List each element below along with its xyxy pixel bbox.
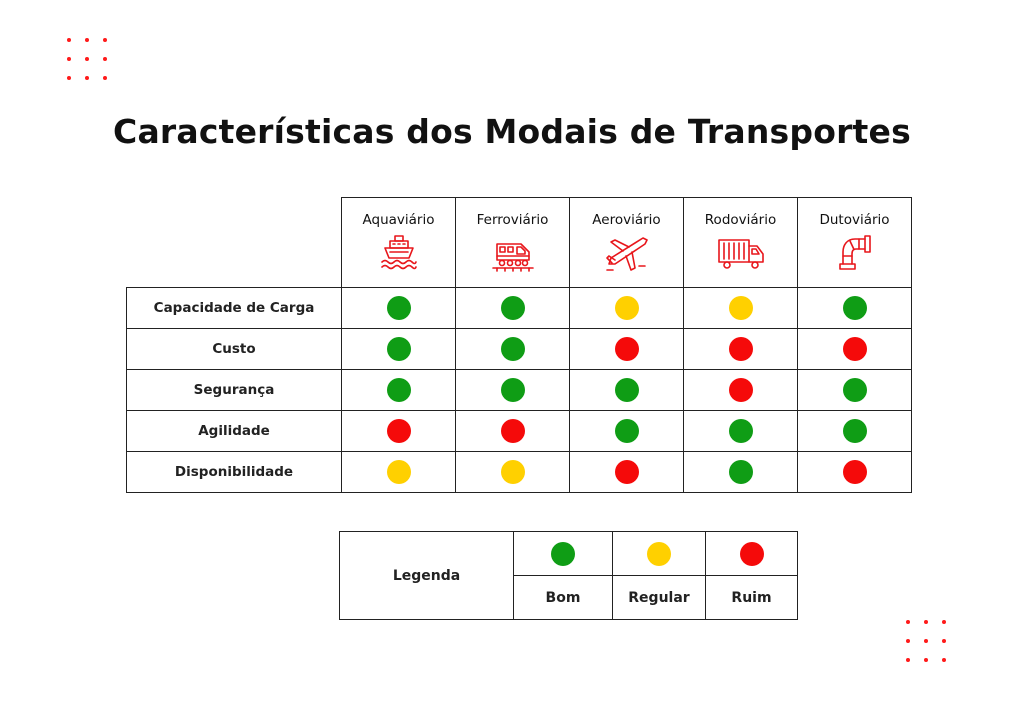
rating-dot [729, 337, 753, 361]
rating-cell [798, 329, 912, 370]
legend-label-bom: Bom [514, 576, 613, 620]
rating-cell [798, 288, 912, 329]
rating-cell [456, 329, 570, 370]
rating-cell [798, 370, 912, 411]
rating-cell [798, 452, 912, 493]
table-row [127, 452, 912, 493]
table-row [127, 370, 912, 411]
legend-dot-cell [613, 532, 706, 576]
header-mode-aeroviario [570, 198, 684, 288]
rating-cell [456, 288, 570, 329]
legend-label-regular: Regular [613, 576, 706, 620]
train-icon [491, 234, 535, 274]
rating-dot [501, 296, 525, 320]
mode-label: Aquaviário [362, 212, 435, 228]
table-row [127, 288, 912, 329]
rating-cell [342, 288, 456, 329]
header-mode-ferroviario [456, 198, 570, 288]
legend-table [339, 531, 798, 620]
rating-dot [501, 378, 525, 402]
legend-dot-cell [514, 532, 613, 576]
ship-icon [379, 234, 419, 274]
rating-dot [615, 296, 639, 320]
rating-cell [342, 452, 456, 493]
rating-cell [684, 411, 798, 452]
rating-cell [570, 370, 684, 411]
header-empty-corner [127, 198, 342, 288]
mode-label: Aeroviário [592, 212, 661, 228]
mode-label: Ferroviário [476, 212, 549, 228]
decorative-dots-bottom-right [906, 620, 946, 662]
header-row [127, 198, 912, 288]
rating-cell [570, 411, 684, 452]
legend-dot-ruim [740, 542, 764, 566]
rating-dot [729, 460, 753, 484]
rating-dot [501, 337, 525, 361]
rating-cell [684, 329, 798, 370]
legend-title: Legenda [340, 532, 514, 620]
rating-dot [615, 337, 639, 361]
rating-dot [843, 337, 867, 361]
rating-cell [684, 288, 798, 329]
rating-dot [843, 296, 867, 320]
rating-cell [456, 411, 570, 452]
row-label: Capacidade de Carga [127, 288, 342, 329]
rating-cell [570, 288, 684, 329]
row-label: Disponibilidade [127, 452, 342, 493]
rating-dot [729, 419, 753, 443]
legend-dot-bom [551, 542, 575, 566]
rating-cell [342, 411, 456, 452]
rating-dot [387, 296, 411, 320]
row-label: Agilidade [127, 411, 342, 452]
rating-dot [387, 378, 411, 402]
header-mode-dutoviario [798, 198, 912, 288]
rating-cell [456, 452, 570, 493]
rating-cell [684, 452, 798, 493]
rating-cell [342, 370, 456, 411]
legend-dot-row [340, 532, 798, 576]
legend-dot-cell [706, 532, 798, 576]
rating-dot [615, 460, 639, 484]
legend-dot-regular [647, 542, 671, 566]
table-row [127, 411, 912, 452]
rating-dot [843, 419, 867, 443]
rating-dot [843, 460, 867, 484]
comparison-table [126, 197, 912, 493]
rating-cell [798, 411, 912, 452]
rating-dot [843, 378, 867, 402]
truck-icon [717, 234, 765, 274]
rating-dot [501, 460, 525, 484]
page-title: Características dos Modais de Transportes [113, 112, 911, 151]
rating-cell [684, 370, 798, 411]
rating-dot [387, 460, 411, 484]
mode-label: Rodoviário [704, 212, 777, 228]
rating-dot [387, 337, 411, 361]
table-row [127, 329, 912, 370]
pipeline-icon [835, 234, 875, 274]
rating-dot [729, 378, 753, 402]
mode-label: Dutoviário [819, 212, 890, 228]
rating-cell [342, 329, 456, 370]
header-mode-aquaviario [342, 198, 456, 288]
airplane-icon [605, 234, 649, 274]
rating-dot [501, 419, 525, 443]
rating-cell [570, 452, 684, 493]
rating-cell [570, 329, 684, 370]
rating-dot [615, 419, 639, 443]
rating-dot [387, 419, 411, 443]
row-label: Segurança [127, 370, 342, 411]
header-mode-rodoviario [684, 198, 798, 288]
rating-dot [615, 378, 639, 402]
comparison-table-body [127, 288, 912, 493]
decorative-dots-top-left [67, 38, 107, 80]
rating-dot [729, 296, 753, 320]
legend-label-ruim: Ruim [706, 576, 798, 620]
row-label: Custo [127, 329, 342, 370]
rating-cell [456, 370, 570, 411]
